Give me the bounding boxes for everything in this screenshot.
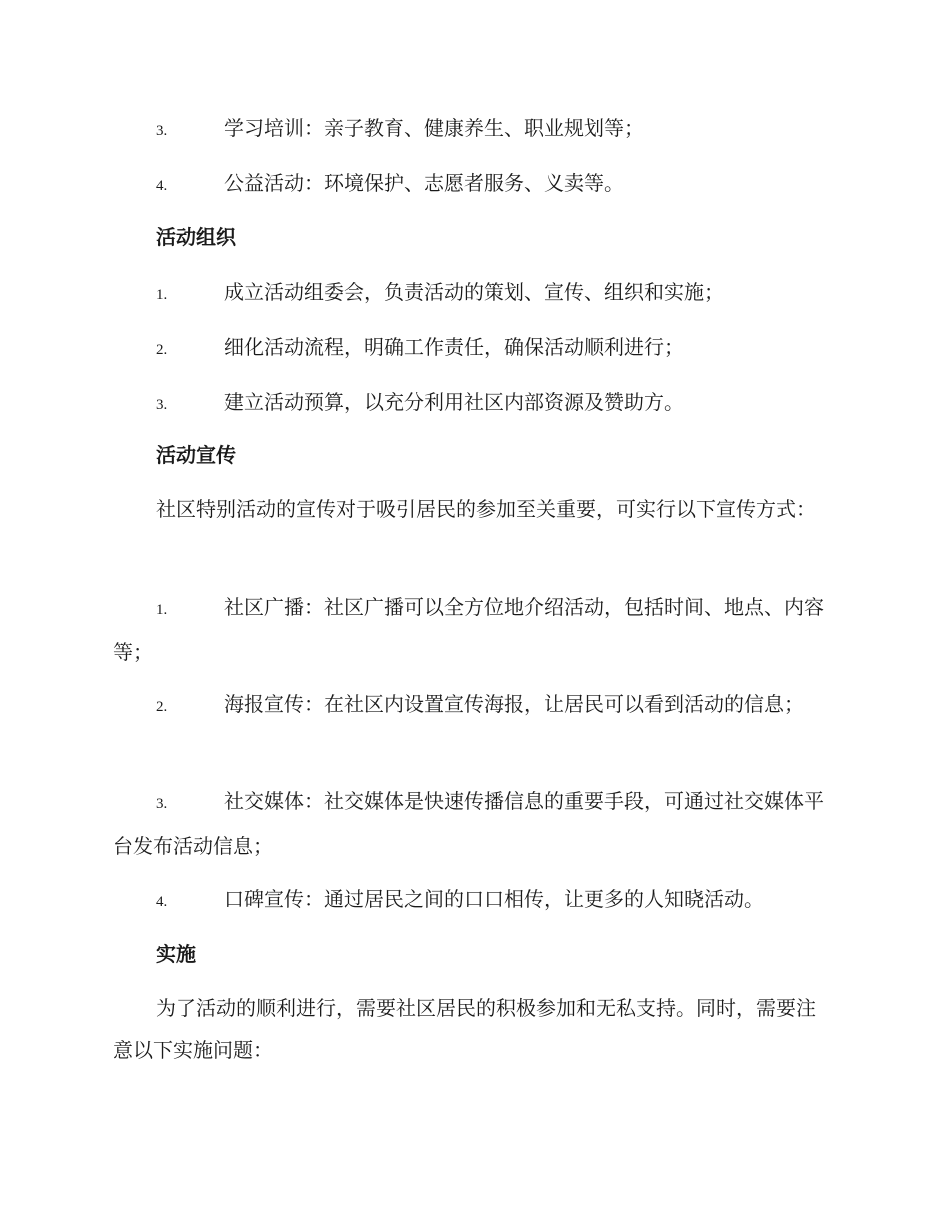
list-number: 3. (156, 796, 168, 812)
list-item (113, 106, 835, 153)
list-item (113, 325, 835, 372)
section-heading-organization: 活动组织 (156, 225, 236, 249)
list-number: 3. (156, 123, 168, 139)
list-text: 成立活动组委会，负责活动的策划、宣传、组织和实施； (224, 280, 724, 304)
list-item (113, 586, 835, 673)
list-number: 4. (156, 894, 168, 910)
section-heading-promotion: 活动宣传 (156, 443, 236, 467)
list-number: 2. (156, 699, 168, 715)
list-item (113, 683, 835, 728)
list-text: 社区广播：社区广播可以全方位地介绍活动，包括时间、地点、内容等； (113, 595, 824, 664)
list-item (113, 270, 835, 317)
list-item (113, 380, 835, 427)
list-number: 1. (156, 287, 168, 303)
list-number: 3. (156, 397, 168, 413)
list-number: 1. (156, 602, 168, 618)
list-text: 口碑宣传：通过居民之间的口口相传，让更多的人知晓活动。 (224, 887, 764, 911)
list-text: 社交媒体：社交媒体是快速传播信息的重要手段，可通过社交媒体平台发布活动信息； (113, 789, 824, 858)
list-text: 海报宣传：在社区内设置宣传海报，让居民可以看到活动的信息； (224, 692, 804, 716)
list-text: 学习培训：亲子教育、健康养生、职业规划等； (224, 116, 644, 140)
list-number: 4. (156, 178, 168, 194)
list-item (113, 161, 835, 208)
list-number: 2. (156, 342, 168, 358)
paragraph-promotion-intro: 社区特别活动的宣传对于吸引居民的参加至关重要，可实行以下宣传方式： (156, 497, 816, 521)
list-text: 细化活动流程，明确工作责任，确保活动顺利进行； (224, 335, 684, 359)
list-text: 建立活动预算，以充分利用社区内部资源及赞助方。 (224, 390, 684, 414)
list-item (113, 780, 835, 867)
paragraph-implementation-intro: 为了活动的顺利进行，需要社区居民的积极参加和无私支持。同时，需要注意以下实施问题： (113, 996, 816, 1062)
list-text: 公益活动：环境保护、志愿者服务、义卖等。 (224, 171, 624, 195)
section-heading-implementation: 实施 (156, 942, 196, 966)
list-item (113, 877, 835, 924)
